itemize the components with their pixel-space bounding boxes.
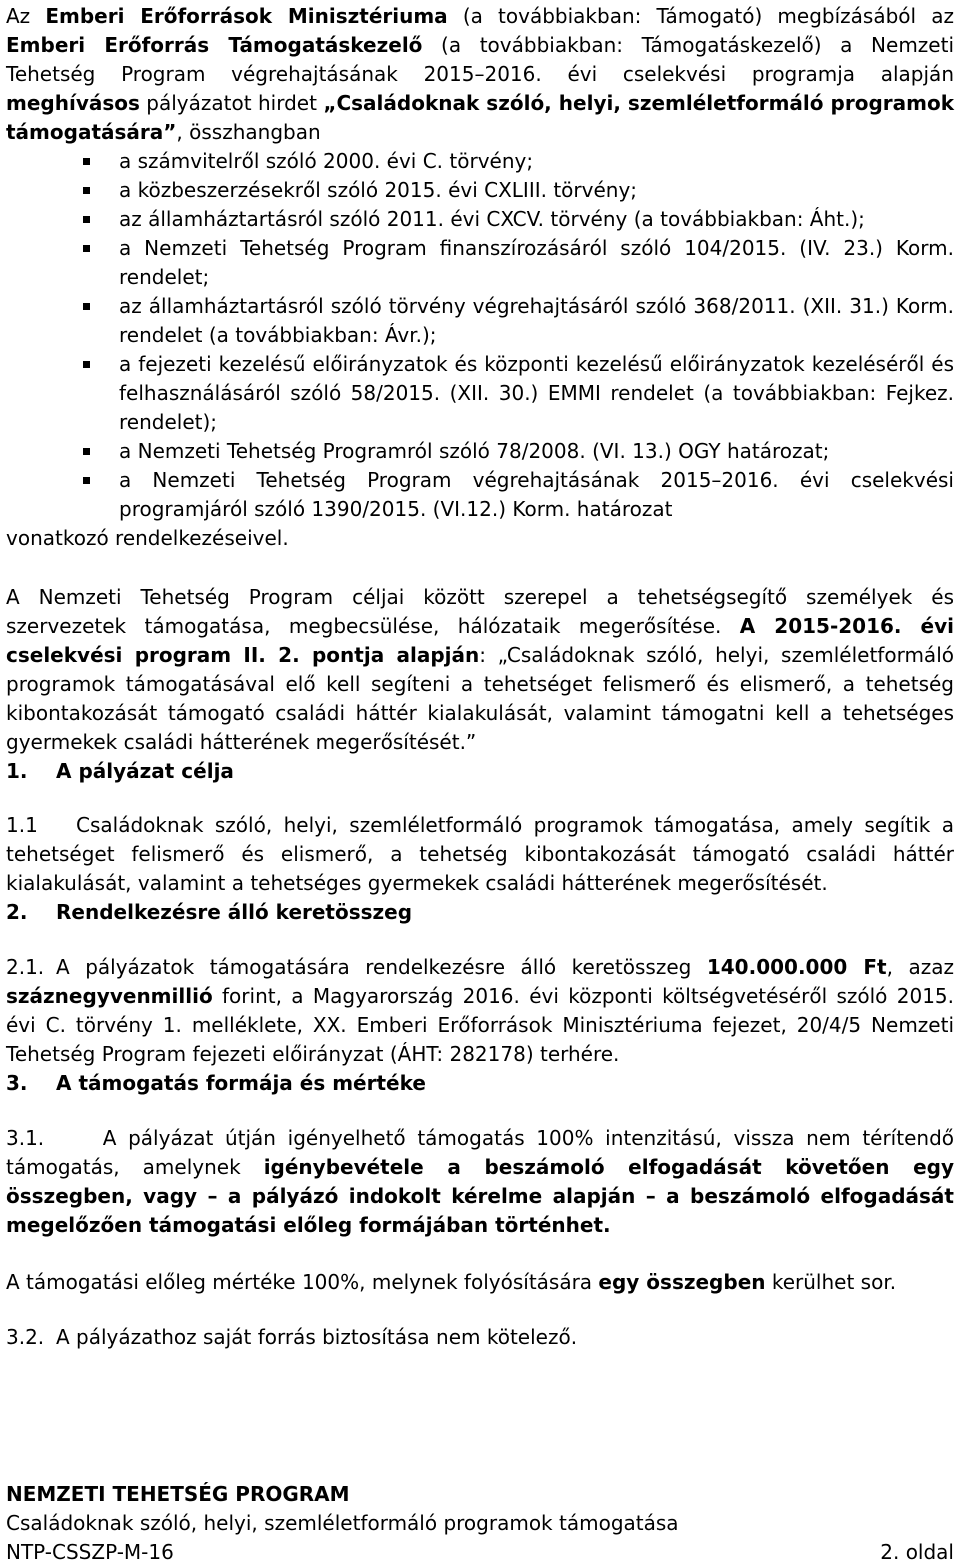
square-bullet-icon: [83, 245, 90, 252]
section-number: 3.: [6, 1071, 28, 1095]
intro-text: , összhangban: [176, 120, 321, 144]
lump-sum: egy összegben: [598, 1270, 766, 1294]
document-page: [6, 2, 954, 1352]
law-text: a Nemzeti Tehetség Program finanszírozásáról szóló 104/2015. (IV. 23.) Korm. rendelet;: [119, 236, 954, 289]
square-bullet-icon: [83, 216, 90, 223]
paragraph-text: forint, a Magyarország 2016. évi központi költségvetéséről szóló 2015. évi C. törvény 1. melléklete, XX. Emberi Erőforrások Minisztériuma fejezet, 20/4/5 Nemzeti Tehetség Program fejezeti előirányzat (ÁHT: 282178) terhére.: [6, 984, 954, 1066]
page-number: 2. oldal: [880, 1540, 954, 1564]
paragraph-text: A pályázatok támogatására rendelkezésre álló keretösszeg: [56, 955, 707, 979]
section-number: 1.: [6, 759, 28, 783]
law-list-item: [6, 292, 954, 350]
footer-subtitle: Családoknak szóló, helyi, szemléletformáló programok támogatása: [6, 1511, 679, 1535]
law-text: a Nemzeti Tehetség Program végrehajtásának 2015–2016. évi cselekvési programjáról szóló 1390/2015. (VI.12.) Korm. határozat: [119, 468, 954, 521]
goals-reference: A 2015-2016. évi cselekvési program II. 2. pontja alapján: [6, 614, 954, 667]
law-text: a fejezeti kezelésű előirányzatok és központi kezelésű előirányzatok kezeléséről és felhasználásáról szóló 58/2015. (XII. 30.) EMMI rendelet (a továbbiakban: Fejkez. rendelet);: [119, 352, 954, 434]
footer-row: [6, 1538, 954, 1567]
section-2-heading: [6, 898, 954, 927]
agency-name: Emberi Erőforrás Támogatáskezelő: [6, 33, 423, 57]
paragraph-number: 1.1: [6, 813, 38, 837]
square-bullet-icon: [83, 448, 90, 455]
law-list-item: [6, 466, 954, 524]
ministry-name: Emberi Erőforrások Minisztériuma: [45, 4, 448, 28]
paragraph-text: A pályázathoz saját forrás biztosítása nem kötelező.: [56, 1325, 578, 1349]
paragraph-number: 3.2.: [6, 1325, 45, 1349]
paragraph-text: Családoknak szóló, helyi, szemléletformáló programok támogatása, amely segítik a tehetséget felismerő és elismerő, a tehetség kibontakozását támogató családi háttér kialakulását, valamint a tehetséges gyermekek családi hátterének megerősítését.: [6, 813, 954, 895]
advance-paragraph: [6, 1268, 954, 1297]
paragraph-text: A pályázat útján igényelhető támogatás 100% intenzitású, vissza nem térítendő támogatás, amelynek: [6, 1126, 954, 1179]
footer-program: NEMZETI TEHETSÉG PROGRAM: [6, 1482, 350, 1506]
law-list-item: [6, 176, 954, 205]
budget-amount: 140.000.000 Ft: [706, 955, 887, 979]
law-text: az államháztartásról szóló törvény végrehajtásáról szóló 368/2011. (XII. 31.) Korm. rendelet (a továbbiakban: Ávr.);: [119, 294, 954, 347]
square-bullet-icon: [83, 361, 90, 368]
section-3-1-paragraph: [6, 1124, 954, 1240]
goals-text: A Nemzeti Tehetség Program céljai között szerepel a tehetségsegítő személyek és szervezetek támogatása, megbecsülése, hálózataik megerősítése.: [6, 585, 954, 638]
section-title: Rendelkezésre álló keretösszeg: [56, 900, 413, 924]
section-1-1-paragraph: [6, 811, 954, 898]
square-bullet-icon: [83, 187, 90, 194]
call-type: meghívásos: [6, 91, 140, 115]
intro-text: Az: [6, 4, 46, 28]
intro-paragraph: [6, 2, 954, 147]
law-text: az államháztartásról szóló 2011. évi CXCV. törvény (a továbbiakban: Áht.);: [119, 207, 865, 231]
goals-paragraph: [6, 583, 954, 757]
section-1-heading: [6, 757, 954, 786]
law-list-item: [6, 234, 954, 292]
section-3-2-paragraph: [6, 1323, 954, 1352]
section-title: A pályázat célja: [56, 759, 234, 783]
square-bullet-icon: [83, 158, 90, 165]
law-list-item: [6, 147, 954, 176]
intro-text: (a továbbiakban: Támogatáskezelő) a Nemzeti Tehetség Program végrehajtásának 2015–2016. évi cselekvési programja alapján: [6, 33, 954, 86]
section-number: 2.: [6, 900, 28, 924]
square-bullet-icon: [83, 303, 90, 310]
law-list-item: [6, 205, 954, 234]
intro-text: pályázatot hirdet: [139, 91, 324, 115]
budget-amount-words: száznegyvenmillió: [6, 984, 213, 1008]
section-2-1-paragraph: [6, 953, 954, 1069]
paragraph-number: 2.1.: [6, 955, 45, 979]
section-3-heading: [6, 1069, 954, 1098]
square-bullet-icon: [83, 477, 90, 484]
law-list-item: [6, 350, 954, 437]
law-text: a Nemzeti Tehetség Programról szóló 78/2008. (VI. 13.) OGY határozat;: [119, 439, 830, 463]
intro-text: (a továbbiakban: Támogató) megbízásából az: [447, 4, 954, 28]
call-title: „Családoknak szóló, helyi, szemléletformáló programok támogatására”: [6, 91, 954, 144]
law-list-item: [6, 437, 954, 466]
law-text: a számvitelről szóló 2000. évi C. törvény;: [119, 149, 534, 173]
page-footer: [6, 1480, 954, 1567]
footer-code: NTP-CSSZP-M-16: [6, 1540, 174, 1564]
paragraph-text: kerülhet sor.: [765, 1270, 897, 1294]
paragraph-text: A támogatási előleg mértéke 100%, melynek folyósítására: [6, 1270, 599, 1294]
goals-quote: : „Családoknak szóló, helyi, szemléletformáló programok támogatásával elő kell segíteni a tehetséget felismerő és elismerő, a tehetség kibontakozását támogató családi háttér kialakulását, valamint támogatni kell a tehetséges gyermekek családi hátterének megerősítését.”: [6, 643, 954, 754]
closing-line: vonatkozó rendelkezéseivel.: [6, 526, 289, 550]
payment-terms: igénybevétele a beszámoló elfogadását követően egy összegben, vagy – a pályázó indokolt kérelme alapján – a beszámoló elfogadását megelőzően támogatási előleg formájában történhet.: [6, 1155, 955, 1237]
law-text: a közbeszerzésekről szóló 2015. évi CXLIII. törvény;: [119, 178, 638, 202]
section-title: A támogatás formája és mértéke: [56, 1071, 426, 1095]
paragraph-text: , azaz: [886, 955, 954, 979]
law-list: [6, 147, 954, 524]
paragraph-number: 3.1.: [6, 1126, 45, 1150]
